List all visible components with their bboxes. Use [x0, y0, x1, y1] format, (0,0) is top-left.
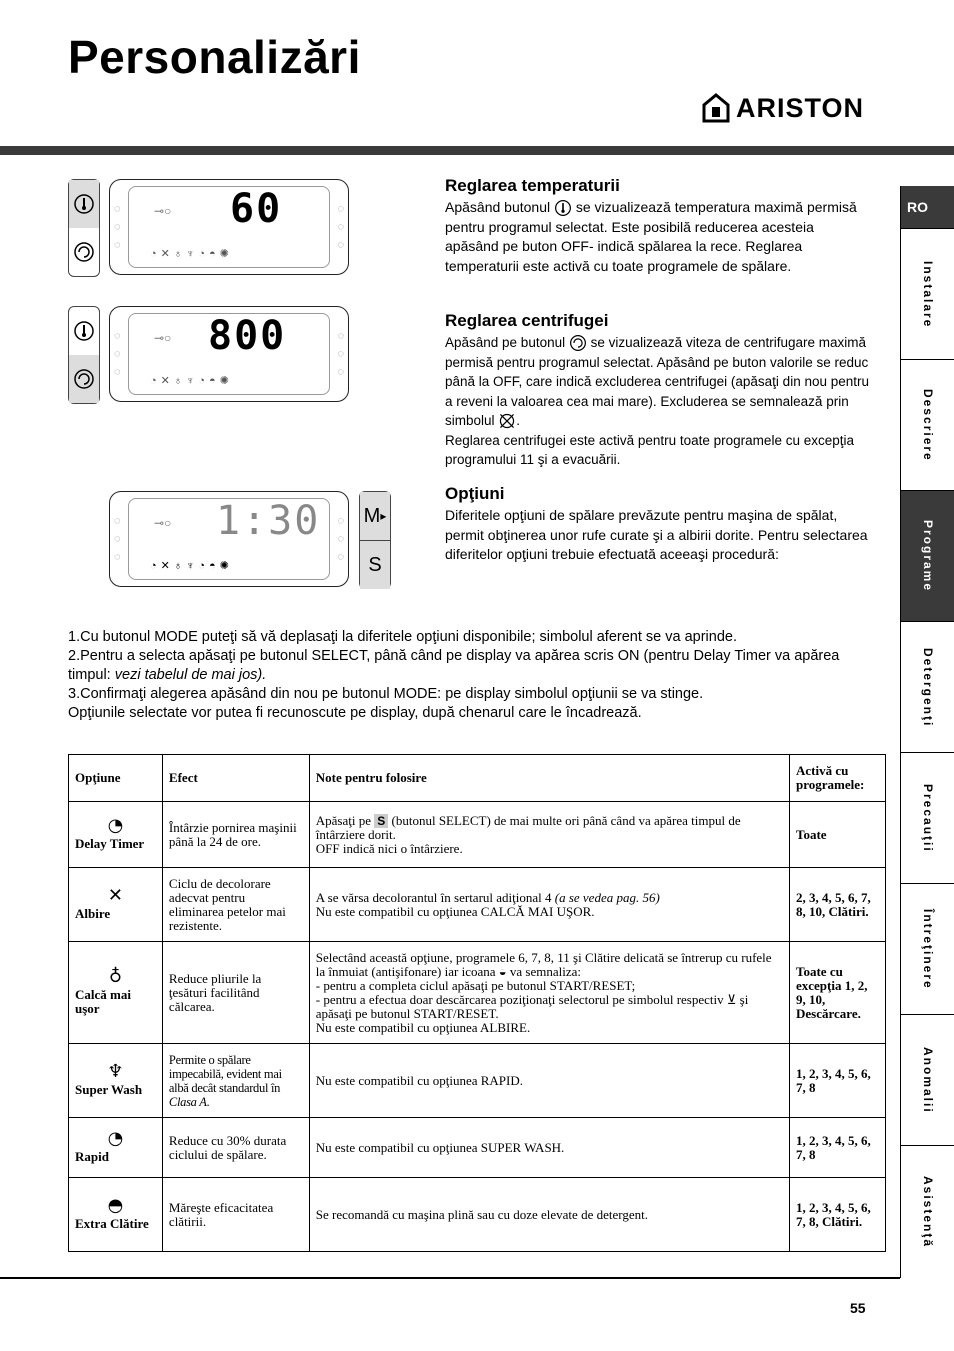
- soak-icon: ◒: [498, 963, 507, 979]
- easy-iron-icon: ♁: [108, 965, 123, 987]
- header-bar: [0, 146, 954, 155]
- option-icons: ◔✕♁♆◔◓✺: [150, 248, 233, 260]
- page-title: Personalizări: [68, 31, 361, 83]
- right-symbols: ◌ ◌ ◌: [337, 330, 344, 378]
- footer-line: [0, 1277, 900, 1279]
- header-option: Opţiune: [69, 755, 163, 802]
- display-options: [109, 491, 349, 587]
- section-options: [445, 484, 870, 565]
- steps-list: [68, 628, 858, 723]
- right-symbols: ◌ ◌ ◌: [337, 515, 344, 563]
- header-notes: Note pentru folosire: [309, 755, 789, 802]
- key-icon: ⊸○: [154, 204, 172, 218]
- thermometer-icon: [73, 193, 95, 215]
- sidebar-tab-intretinere[interactable]: Întreţinere: [901, 883, 954, 1015]
- delay-timer-icon: ◔: [107, 814, 124, 836]
- text-spin: Apăsând pe butonul se vizualizează viteza de centrifugare maximă permisă pentru programul selectat. Apăsând pe buton valorile se reduc până la OFF, care indică excluderea centrifugei (apăsaţi din nou pentru a reveni la valoarea cea mai mare). Excluderea se semnalează prin simbolul . Reglarea centrifugei este activă pentru toate programele cu excepţia programului 11 şi a evacuării.: [445, 335, 870, 467]
- left-symbols: ◌ ◌ ◌: [114, 515, 121, 563]
- step-1: 1.Cu butonul MODE puteţi să vă deplasaţi la diferitele opţiuni disponibile; simbolul aferent se va aprinde.: [68, 629, 737, 645]
- drain-icon: ⊻: [726, 991, 737, 1007]
- heading-spin: Reglarea centrifugei: [445, 311, 609, 330]
- page-number: 55: [850, 1300, 866, 1316]
- select-button[interactable]: S: [360, 541, 390, 589]
- text-temperature: Apăsând butonul se vizualizează temperatura maximă permisă pentru programul selectat. Este posibilă reducerea acesteia apăsând pe buton OFF- indică spălarea la rece. Reglarea temperaturii este activă cu toate programele de spălare.: [445, 199, 857, 274]
- spin-icon: [73, 368, 95, 390]
- table-row: ♁ Calcă mai uşor Reduce pliurile la ţesături facilitând călcarea. Selectând această opţiune, programele 6, 7, 8, 11 şi Clătire delicată se întrerup cu rufele la înmuiat (antişifonare) iar icoana ◒ va semnaliza: - pentru a completa ciclul apăsaţi pe butonul START/RESET; - pentru a efectua doar descărcarea poziţionaţi selectorul pe simbolul respectiv ⊻ şi apăsaţi pe butonul START/RESET. Nu este compatibil cu opţiunea ALBIRE. Toate cu excepţia 1, 2, 9, 10, Descărcare.: [69, 942, 886, 1044]
- step-4: Opţiunile selectate vor putea fi recunoscute pe display, după chenarul care le încadrează.: [68, 705, 642, 721]
- thermometer-icon: [73, 320, 95, 342]
- step-3: 3.Confirmaţi alegerea apăsând din nou pe butonul MODE: pe display simbolul opţiunii se va stinge.: [68, 686, 704, 702]
- time-readout: 1:30: [216, 498, 321, 544]
- brand-logo: [702, 92, 864, 124]
- extra-rinse-icon: ◓: [107, 1194, 124, 1216]
- temperature-button-2[interactable]: [69, 307, 99, 355]
- spin-button-2[interactable]: [69, 355, 99, 403]
- temperature-readout: 60: [230, 186, 283, 232]
- temp-spin-buttons: [68, 179, 100, 277]
- brand-name: ARISTON: [736, 92, 865, 123]
- mode-button[interactable]: M ▸: [360, 492, 390, 541]
- rapid-icon: ◔: [107, 1127, 124, 1149]
- table-row: ♆ Super Wash Permite o spălare impecabilă, evident mai albă decât standardul în Clasa A. Nu este compatibil cu opţiunea RAPID. 1, 2, 3, 4, 5, 6, 7, 8: [69, 1044, 886, 1118]
- table-row: ✕ Albire Ciclu de decolorare adecvat pentru eliminarea petelor mai rezistente. A se vărsa decolorantul în sertarul adiţional 4 (a se vedea pag. 56) Nu este compatibil cu opţiunea CALCĂ MAI UŞOR. 2, 3, 4, 5, 6, 7, 8, 10, Clătiri.: [69, 868, 886, 942]
- table-row: ◔ Rapid Reduce cu 30% durata ciclului de spălare. Nu este compatibil cu opţiunea SUPER WASH. 1, 2, 3, 4, 5, 6, 7, 8: [69, 1118, 886, 1178]
- sidebar-tab-descriere[interactable]: Descriere: [901, 359, 954, 491]
- sidebar-tab-programe[interactable]: Programe: [901, 490, 954, 622]
- left-symbols: ◌ ◌ ◌: [114, 330, 121, 378]
- section-spin: [445, 311, 870, 470]
- display-temperature: [109, 179, 349, 275]
- arrow-right-icon: ▸: [380, 509, 387, 523]
- table-row: ◓ Extra Clătire Măreşte eficacitatea clătirii. Se recomandă cu maşina plină sau cu doze elevate de detergent. 1, 2, 3, 4, 5, 6, 7, 8, Clătiri.: [69, 1178, 886, 1252]
- sidebar: [900, 186, 954, 1278]
- header-active: Activă cu programele:: [790, 755, 886, 802]
- super-wash-icon: ♆: [107, 1060, 124, 1082]
- thermometer-icon: [554, 199, 572, 217]
- table-header: [69, 755, 886, 802]
- display-spin: [109, 306, 349, 402]
- section-temperature: [445, 176, 870, 276]
- sidebar-tab-precautii[interactable]: Precauţii: [901, 752, 954, 884]
- left-symbols: ◌ ◌ ◌: [114, 203, 121, 251]
- spin-readout: 800: [208, 313, 287, 359]
- select-button-icon: S: [374, 814, 388, 828]
- spin-button[interactable]: [69, 228, 99, 276]
- spin-off-icon: [498, 412, 516, 430]
- options-table: [68, 754, 886, 1252]
- key-icon: ⊸○: [154, 331, 172, 345]
- mode-select-buttons: [359, 491, 391, 589]
- sidebar-tab-instalare[interactable]: Instalare: [901, 228, 954, 360]
- temp-spin-buttons-2: [68, 306, 100, 404]
- header-effect: Efect: [162, 755, 309, 802]
- spin-icon: [569, 334, 587, 352]
- sidebar-tab-anomalii[interactable]: Anomalii: [901, 1014, 954, 1146]
- table-row: ◔ Delay Timer Întârzie pornirea maşinii până la 24 de ore. Apăsaţi pe S (butonul SELECT) de mai multe ori până când va apărea timpul de întârziere dorit. OFF indică nici o întârziere. Toate: [69, 802, 886, 868]
- text-options: Diferitele opţiuni de spălare prevăzute pentru maşina de spălat, permit obţinerea unor rufe curate şi a albirii dorite. Pentru selectarea diferitelor opţiuni trebuie efectuată aceeaşi procedură:: [445, 507, 868, 562]
- temperature-button[interactable]: [69, 180, 99, 228]
- sidebar-tab-asistenta[interactable]: Asistenţă: [901, 1145, 954, 1278]
- right-symbols: ◌ ◌ ◌: [337, 203, 344, 251]
- option-icons: ◔✕♁♆◔◓✺: [150, 560, 233, 572]
- heading-temperature: Reglarea temperaturii: [445, 176, 620, 195]
- bleach-icon: ✕: [107, 884, 123, 906]
- heading-options: Opţiuni: [445, 484, 505, 503]
- house-icon: [702, 93, 730, 123]
- language-badge: RO: [901, 186, 954, 228]
- spin-icon: [73, 241, 95, 263]
- option-icons: ◔✕♁♆◔◓✺: [150, 375, 233, 387]
- sidebar-tab-detergenti[interactable]: Detergenţi: [901, 621, 954, 753]
- step-2: 2.Pentru a selecta apăsaţi pe butonul SELECT, până când pe display va apărea scris ON (pentru Delay Timer va apărea timpul: vezi tabelul de mai jos).: [68, 648, 840, 683]
- key-icon: ⊸○: [154, 516, 172, 530]
